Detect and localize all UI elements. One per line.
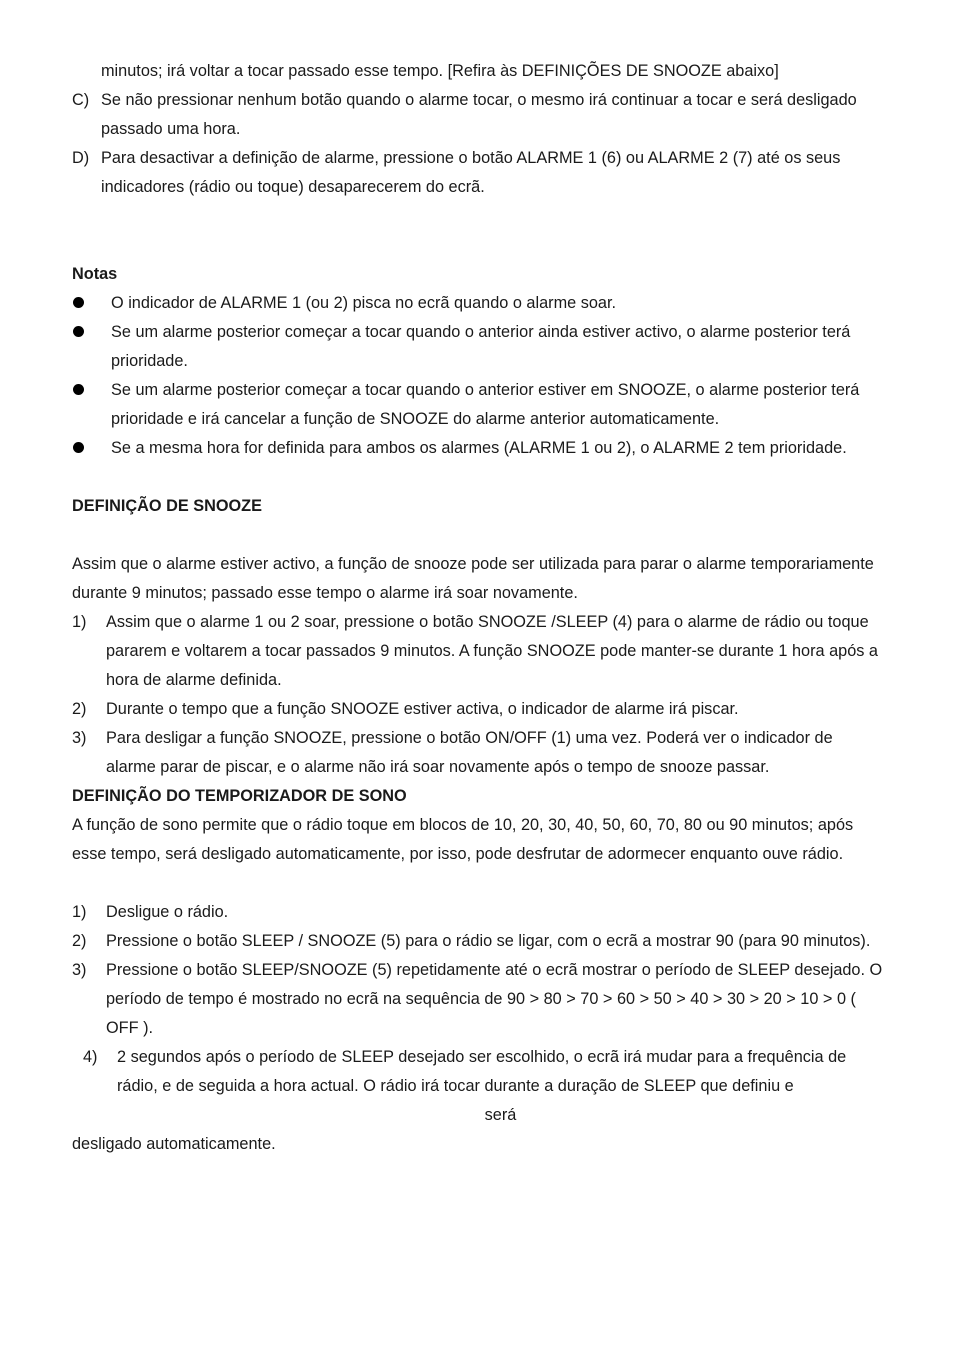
alarm-item-c [72,86,884,144]
alarm-continuation-text: minutos; irá voltar a tocar passado esse tempo. [Refira às DEFINIÇÕES DE SNOOZE abaixo] [101,62,779,80]
snooze-heading: DEFINIÇÃO DE SNOOZE [72,497,262,515]
step-text: Desligue o rádio. [106,903,229,921]
bullet-dot [73,384,84,395]
final-line: desligado automaticamente. [72,1135,276,1153]
sleep-step [72,956,884,1043]
step-text: Para desligar a função SNOOZE, pressione o botão ON/OFF (1) uma vez. Poderá ver o indicador de alarme parar de piscar, e o alarme não irá soar novamente após o tempo de snooze passar. [106,729,833,776]
alarm-item-d [72,144,884,202]
snooze-intro: Assim que o alarme estiver activo, a função de snooze pode ser utilizada para parar o alarme temporariamente durante 9 minutos; passado esse tempo o alarme irá soar novamente. [72,555,874,602]
item-label: D) [72,149,90,167]
notes-bullet [72,318,884,376]
bullet-text: Se um alarme posterior começar a tocar quando o anterior estiver em SNOOZE, o alarme posterior terá prioridade e irá cancelar a função de SNOOZE do alarme anterior automaticamente. [111,381,860,428]
step-label: 2) [72,932,87,950]
snooze-step [72,608,884,695]
bullet-text: Se um alarme posterior começar a tocar quando o anterior ainda estiver activo, o alarme posterior terá prioridade. [111,323,851,370]
bullet-dot [73,442,84,453]
alarm-continuation [72,57,884,86]
snooze-step [72,724,884,782]
notes-bullet [72,434,884,463]
step-text: Durante o tempo que a função SNOOZE estiver activa, o indicador de alarme irá piscar. [106,700,739,718]
bullet-dot [73,297,84,308]
step-label: 3) [72,961,87,979]
item-text: Para desactivar a definição de alarme, pressione o botão ALARME 1 (6) ou ALARME 2 (7) até os seus indicadores (rádio ou toque) desaparecerem do ecrã. [101,149,841,196]
step-text-centered: será [484,1106,517,1124]
bullet-text: O indicador de ALARME 1 (ou 2) pisca no ecrã quando o alarme soar. [111,294,617,312]
sleep-heading: DEFINIÇÃO DO TEMPORIZADOR DE SONO [72,787,407,805]
step-text: Pressione o botão SLEEP/SNOOZE (5) repetidamente até o ecrã mostrar o período de SLEEP desejado. O período de tempo é mostrado no ecrã na sequência de 90 > 80 > 70 > 60 > 50 > 40 > 30 > 20 > 10 > 0 ( OFF ). [106,961,883,1037]
sleep-step [72,1043,884,1130]
step-label: 2) [72,700,87,718]
sleep-step [72,927,884,956]
bullet-dot [73,326,84,337]
step-label: 4) [83,1048,98,1066]
step-label: 3) [72,729,87,747]
notes-bullet [72,289,884,318]
item-text: Se não pressionar nenhum botão quando o alarme tocar, o mesmo irá continuar a tocar e será desligado passado uma hora. [101,91,857,138]
step-label: 1) [72,613,87,631]
notes-bullet [72,376,884,434]
step-label: 1) [72,903,87,921]
notes-heading: Notas [72,265,118,283]
bullet-text: Se a mesma hora for definida para ambos os alarmes (ALARME 1 ou 2), o ALARME 2 tem prioridade. [111,439,847,457]
document-page [72,57,884,1159]
step-text: Assim que o alarme 1 ou 2 soar, pressione o botão SNOOZE /SLEEP (4) para o alarme de rádio ou toque pararem e voltarem a tocar passados 9 minutos. A função SNOOZE pode manter-se durante 1 hora após a hora de alarme definida. [106,613,878,689]
sleep-step [72,898,884,927]
step-text: Pressione o botão SLEEP / SNOOZE (5) para o rádio se ligar, com o ecrã a mostrar 90 (para 90 minutos). [106,932,871,950]
step-text-main: 2 segundos após o período de SLEEP desejado ser escolhido, o ecrã irá mudar para a frequência de rádio, e de seguida a hora actual. O rádio irá tocar durante a duração de SLEEP que definiu e [117,1048,847,1095]
snooze-step [72,695,884,724]
sleep-intro: A função de sono permite que o rádio toque em blocos de 10, 20, 30, 40, 50, 60, 70, 80 ou 90 minutos; após esse tempo, será desligado automaticamente, por isso, pode desfrutar de adormecer enquanto ouve rádio. [72,816,854,863]
item-label: C) [72,91,90,109]
step-text [117,1043,884,1130]
